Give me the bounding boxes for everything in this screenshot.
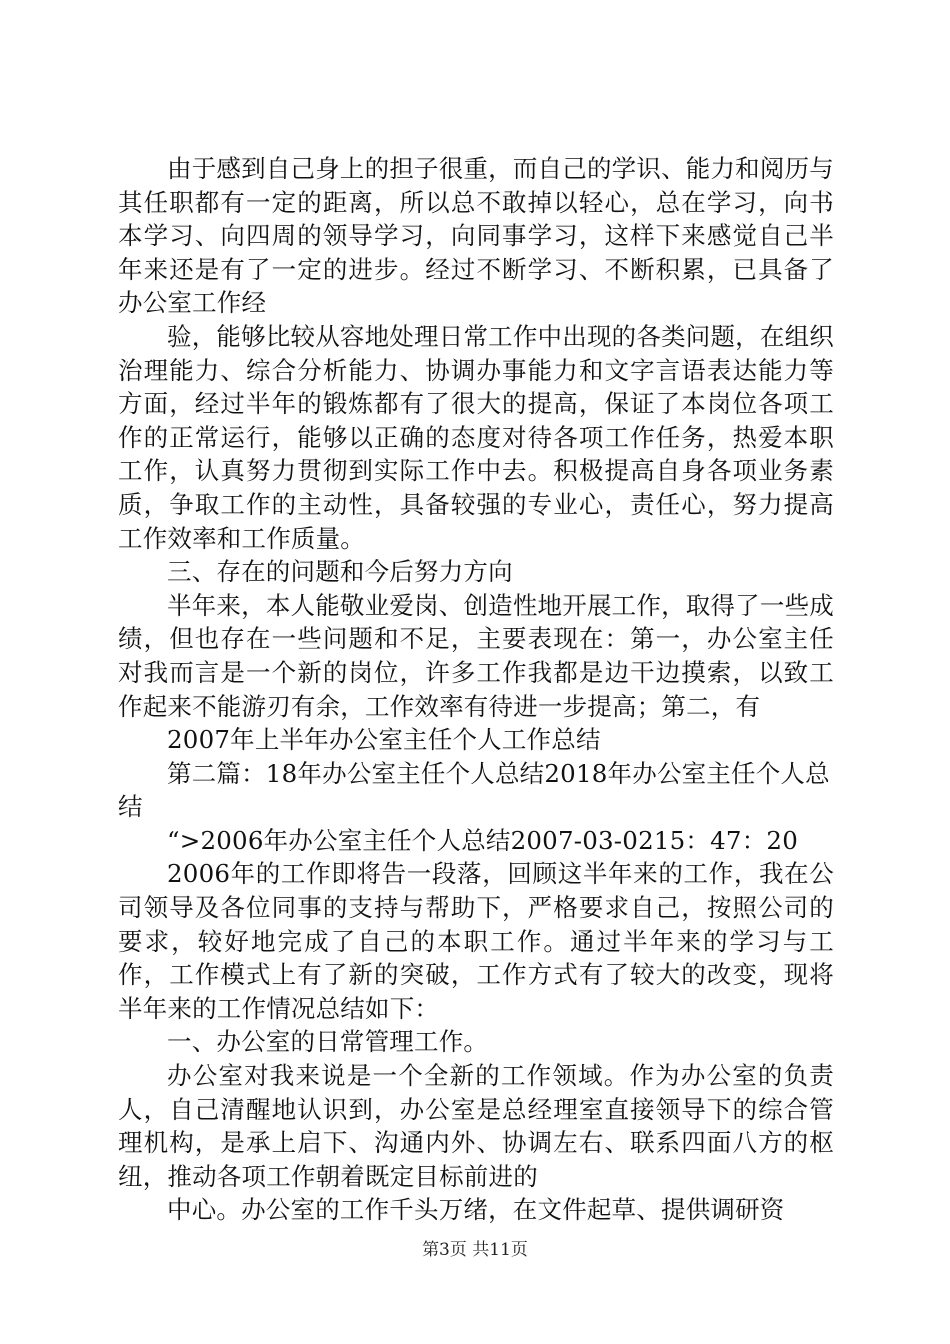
section-heading-daily-management: 一、办公室的日常管理工作。 bbox=[167, 1027, 489, 1057]
chapter-heading-second: 第二篇：18年办公室主任个人总结2018年办公室主任个人总结 bbox=[118, 758, 830, 822]
section-heading-problems: 三、存在的问题和今后努力方向 bbox=[167, 557, 513, 587]
paragraph-2006-intro: 2006年的工作即将告一段落，回顾这半年来的工作，我在公司领导及各位同事的支持与帮助下，严格要求自己，按照公司的要求，较好地完成了自己的本职工作。通过半年来的学习与工作，工作模式上有了新的突破，工作方式有了较大的改变，现将半年来的工作情况总结如下： bbox=[118, 859, 834, 1023]
article-date-line: “>2006年办公室主任个人总结2007-03-0215：47：20 bbox=[167, 825, 798, 855]
paragraph-office-role: 办公室对我来说是一个全新的工作领域。作为办公室的负责人，自己清醒地认识到，办公室是总经理室直接领导下的综合管理机构，是承上启下、沟通内外、协调左右、联系四面八方的枢纽，推动各项工作朝着既定目标前进的 bbox=[118, 1061, 834, 1191]
paragraph-learning: 由于感到自己身上的担子很重，而自己的学识、能力和阅历与其任职都有一定的距离，所以总不敢掉以轻心，总在学习，向书本学习、向四周的领导学习，向同事学习，这样下来感觉自己半年来还是有了一定的进步。经过不断学习、不断积累，已具备了办公室工作经 bbox=[118, 154, 834, 318]
document-title-2007: 2007年上半年办公室主任个人工作总结 bbox=[167, 725, 601, 755]
page-number: 第3页 共11页 bbox=[422, 1240, 528, 1260]
page-footer bbox=[0, 1238, 950, 1262]
paragraph-office-center: 中心。办公室的工作千头万绪，在文件起草、提供调研资 bbox=[167, 1195, 785, 1225]
paragraph-experience: 验，能够比较从容地处理日常工作中出现的各类问题，在组织治理能力、综合分析能力、协调办事能力和文字言语表达能力等方面，经过半年的锻炼都有了很大的提高，保证了本岗位各项工作的正常运行，能够以正确的态度对待各项工作任务，热爱本职工作，认真努力贯彻到实际工作中去。积极提高自身各项业务素质，争取工作的主动性，具备较强的专业心，责任心，努力提高工作效率和工作质量。 bbox=[118, 321, 834, 553]
paragraph-shortcomings: 半年来，本人能敬业爱岗、创造性地开展工作，取得了一些成绩，但也存在一些问题和不足，主要表现在：第一，办公室主任对我而言是一个新的岗位，许多工作我都是边干边摸索，以致工作起来不能游刃有余，工作效率有待进一步提高；第二，有 bbox=[118, 590, 834, 721]
document-body bbox=[118, 152, 834, 1227]
